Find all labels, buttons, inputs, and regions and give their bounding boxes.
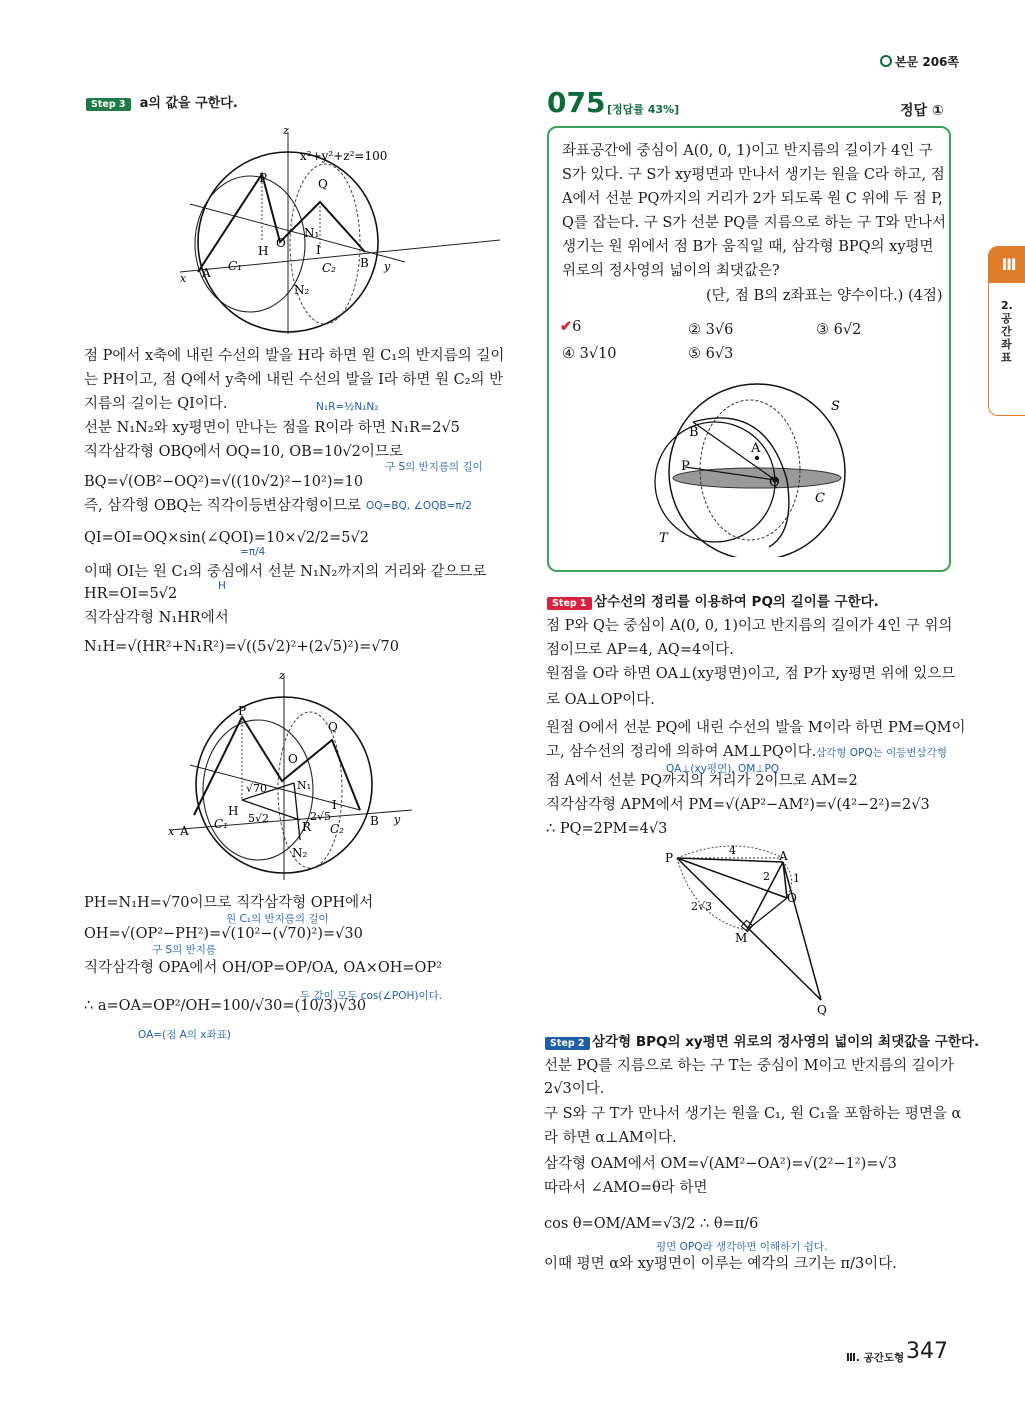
text-line: HR=OI=5√2 (84, 586, 178, 602)
text-line: 선분 PQ를 지름으로 하는 구 T는 중심이 M이고 반지름의 길이가 (544, 1058, 954, 1074)
text-line: 삼각형 OAM에서 OM=√(AM²−OA²)=√(2²−1²)=√3 (544, 1156, 897, 1172)
problem-condition: (단, 점 B의 z좌표는 양수이다.) (4점) (706, 288, 943, 304)
label-i: I (332, 798, 337, 812)
step3-heading (86, 92, 238, 111)
label-p: P (665, 851, 674, 865)
step1-heading (547, 591, 592, 610)
answer-label: 정답 ① (900, 103, 944, 119)
choice-1[interactable]: ✔6 (560, 318, 582, 335)
label-c2: C₂ (322, 261, 336, 275)
label-p: P (238, 704, 247, 718)
label-p: P (259, 171, 268, 185)
label-2sqrt3: 2√3 (691, 900, 713, 913)
label-b: B (370, 814, 379, 828)
step-title: 삼수선의 정리를 이용하여 PQ의 길이를 구한다. (594, 594, 879, 610)
text-line: 구 S와 구 T가 만나서 생기는 원을 C₁, 원 C₁을 포함하는 평면을 α (544, 1106, 962, 1122)
correct-rate: [정답률 43%] (607, 103, 680, 116)
chapter-label: 2.공간좌표 (1001, 299, 1013, 364)
sphere-figure-2 (160, 665, 420, 885)
circle-icon (880, 55, 892, 67)
label-2: 2 (763, 870, 770, 883)
label-a: A (180, 824, 189, 838)
triangle-figure (655, 840, 835, 1020)
text-line: 원점 O에서 선분 PQ에 내린 수선의 발을 M이라 하면 PM=QM이 (546, 720, 966, 736)
choice-4[interactable]: ④ 3√10 (562, 346, 617, 362)
label-x: x (168, 825, 175, 838)
step-tag: Step 3 (86, 98, 131, 111)
label-q: Q (318, 177, 328, 191)
text-line: 는 PH이고, 점 Q에서 y축에 내린 수선의 발을 I라 하면 원 C₂의 반 (84, 372, 504, 388)
step2-heading (545, 1031, 590, 1050)
label-o: O (276, 236, 286, 250)
text-line: 고, 삼수선의 정리에 의하여 AM⊥PQ이다. (546, 744, 817, 760)
text-line: 점이므로 AP=4, AQ=4이다. (546, 642, 734, 658)
label-sqrt70: √70 (246, 782, 268, 795)
label-a: A (779, 849, 788, 863)
text-line: 점 P에서 x축에 내린 수선의 발을 H라 하면 원 C₁의 반지름의 길이 (84, 348, 505, 364)
problem-text-line: A에서 선분 PQ까지의 거리가 2가 되도록 원 C 위에 두 점 P, (562, 191, 943, 207)
label-q: Q (328, 720, 338, 734)
label-q: Q (817, 1003, 827, 1017)
label-5sqrt2: 5√2 (248, 812, 270, 825)
choice-3[interactable]: ③ 6√2 (816, 322, 862, 338)
text-line: 2√3이다. (544, 1081, 605, 1097)
page-reference: 본문 206쪽 (880, 53, 959, 70)
page-number: 347 (906, 1339, 948, 1364)
annotation: 구 S의 반지름의 길이 (385, 461, 483, 473)
text-line: 직각삼각형 N₁HR에서 (84, 610, 229, 626)
text-line: 선분 N₁N₂와 xy평면이 만나는 점을 R이라 하면 N₁R=2√5 (84, 420, 460, 436)
label-b: B (360, 256, 369, 270)
label-z: z (279, 669, 285, 682)
annotation: =π/4 (240, 546, 266, 558)
label-y: y (384, 260, 391, 273)
label-n1: N₁ (304, 226, 320, 240)
text-line: 점 A에서 선분 PQ까지의 거리가 2이므로 AM=2 (546, 773, 858, 789)
text-line: 직각삼각형 OBQ에서 OQ=10, OB=10√2이므로 (84, 444, 403, 460)
annotation: H (218, 580, 226, 592)
label-z: z (283, 124, 289, 137)
label-s: S (831, 399, 840, 414)
step-title: a의 값을 구한다. (139, 96, 238, 111)
annotation: 평면 OPQ라 생각하면 이해하기 쉽다. (656, 1241, 828, 1253)
label-q: Q (769, 475, 780, 490)
label-r: R (302, 820, 312, 834)
text-line: 따라서 ∠AMO=θ라 하면 (544, 1180, 708, 1196)
text-line: PH=N₁H=√70이므로 직각삼각형 OPH에서 (84, 895, 374, 911)
text-line: 점 P와 Q는 중심이 A(0, 0, 1)이고 반지름의 길이가 4인 구 위의 (546, 618, 953, 634)
text-line: N₁H=√(HR²+N₁R²)=√((5√2)²+(2√5)²)=√70 (84, 639, 399, 655)
annotation: 구 S의 반지름 (152, 944, 217, 956)
label-y: y (394, 813, 401, 826)
label-b: B (689, 425, 699, 440)
label-n2: N₂ (292, 846, 308, 860)
text-line: QI=OI=OQ×sin(∠QOI)=10×√2/2=5√2 (84, 530, 370, 546)
text-line: BQ=√(OB²−OQ²)=√((10√2)²−10²)=10 (84, 474, 364, 490)
text-line: 이때 평면 α와 xy평면이 이루는 예각의 크기는 π/3이다. (544, 1256, 897, 1272)
text-line: OH=√(OP²−PH²)=√(10²−(√70)²)=√30 (84, 926, 363, 942)
annotation: 두 값이 모두 cos(∠POH)이다. (300, 990, 443, 1002)
label-p: P (681, 459, 690, 474)
label-h: H (258, 244, 269, 258)
label-h: H (228, 804, 239, 818)
text-line: 지름의 길이는 QI이다. (84, 396, 228, 412)
choice-5[interactable]: ⑤ 6√3 (688, 346, 734, 362)
step-title: 삼각형 BPQ의 xy평면 위로의 정사영의 넓이의 최댓값을 구한다. (592, 1034, 980, 1050)
label-m: M (735, 931, 748, 945)
annotation: OA⊥(xy평면), OM⊥PQ (666, 763, 780, 775)
text-line: 직각삼각형 OPA에서 OH/OP=OP/OA, OA×OH=OP² (84, 960, 443, 976)
label-a: A (202, 266, 211, 280)
annotation: 삼각형 OPQ는 이등변삼각형 (816, 747, 947, 759)
label-o: O (288, 752, 298, 766)
text-line: 로 OA⊥OP이다. (546, 692, 655, 708)
label-1: 1 (793, 872, 800, 885)
footer-chapter: Ⅲ. 공간도형 (846, 1352, 905, 1364)
problem-text-line: 위로의 정사영의 넓이의 최댓값은? (562, 263, 780, 279)
label-c2: C₂ (330, 822, 344, 836)
label-4: 4 (729, 844, 736, 857)
label-t: T (659, 531, 668, 546)
label-c1: C₁ (214, 817, 228, 831)
sphere-figure-1 (170, 122, 510, 337)
annotation: N₁R=½N₁N₂ (316, 401, 379, 413)
problem-text-line: S가 있다. 구 S가 xy평면과 만나서 생기는 원을 C라 하고, 점 (562, 167, 945, 183)
label-n2: N₂ (294, 283, 310, 297)
label-2sqrt5: 2√5 (310, 810, 332, 823)
label-x: x (180, 272, 187, 285)
text-line: 직각삼각형 APM에서 PM=√(AP²−AM²)=√(4²−2²)=2√3 (546, 797, 930, 813)
step-tag: Step 2 (545, 1037, 590, 1050)
text-line: ∴ PQ=2PM=4√3 (546, 821, 668, 837)
problem-text-line: 좌표공간에 중심이 A(0, 0, 1)이고 반지름의 길이가 4인 구 (562, 143, 933, 159)
annotation: 원 C₁의 반지름의 길이 (226, 913, 329, 925)
text-line: ∴ a=OA=OP²/OH=100/√30=(10/3)√30 (84, 998, 367, 1014)
problem-text-line: Q를 잡는다. 구 S가 선분 PQ를 지름으로 하는 구 T와 만나서 (562, 215, 946, 231)
text-line: 즉, 삼각형 OBQ는 직각이등변삼각형이므로 (84, 498, 361, 514)
label-i: I (316, 243, 321, 257)
annotation: OA=(점 A의 x좌표) (138, 1029, 231, 1041)
text-line: 라 하면 α⊥AM이다. (544, 1130, 677, 1146)
chapter-roman: Ⅲ (989, 247, 1025, 283)
label-o: O (787, 891, 797, 905)
problem-text-line: 생기는 원 위에서 점 B가 움직일 때, 삼각형 BPQ의 xy평면 (562, 239, 934, 255)
annotation: OQ=BQ, ∠OQB=π/2 (366, 500, 472, 512)
problem-figure (645, 372, 855, 557)
text-line: 이때 OI는 원 C₁의 중심에서 선분 N₁N₂까지의 거리와 같으므로 (84, 564, 487, 580)
problem-number: 075 (547, 86, 606, 119)
label-a: A (751, 441, 761, 456)
check-icon: ✔ (560, 318, 573, 335)
label-c: C (815, 491, 825, 506)
label-n1: N₁ (297, 779, 312, 792)
label-c1: C₁ (228, 259, 242, 273)
chapter-tab[interactable] (988, 246, 1025, 416)
text-line: 원점을 O라 하면 OA⊥(xy평면)이고, 점 P가 xy평면 위에 있으므 (546, 666, 956, 682)
sphere-equation: x²+y²+z²=100 (300, 149, 388, 163)
text-line: cos θ=OM/AM=√3/2 ∴ θ=π/6 (544, 1216, 759, 1232)
step-tag: Step 1 (547, 597, 592, 610)
choice-2[interactable]: ② 3√6 (688, 322, 734, 338)
